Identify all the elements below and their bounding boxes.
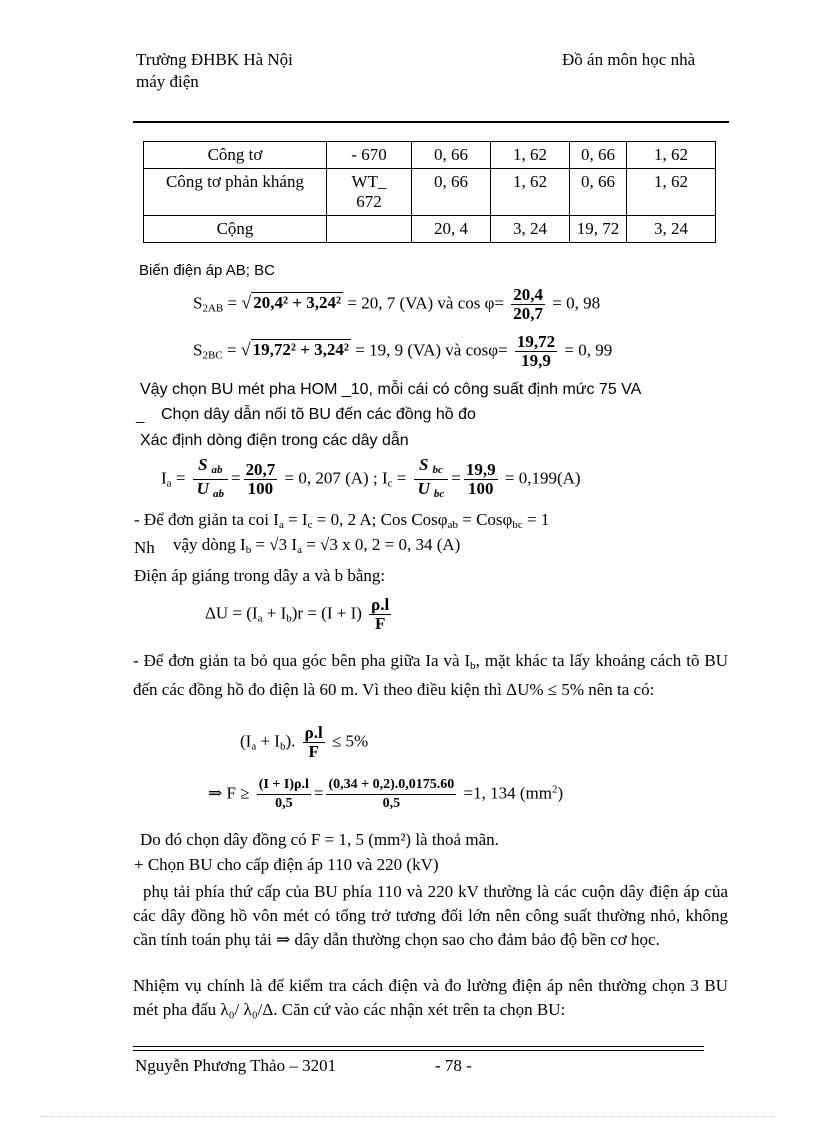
table-cell: WT_ 672: [327, 169, 412, 216]
table-cell: - 670: [327, 142, 412, 169]
fraction: $\frac{\rho.l}{F}$: [371, 595, 390, 633]
table-cell: 20, 4: [412, 216, 491, 243]
table-row: [144, 216, 716, 243]
header-left-line1: Trường ĐHBK Hà Nội: [136, 50, 293, 69]
sqrt-expr: 20,4² + 3,24²: [253, 293, 342, 313]
equation-delta-u: $\Delta U = (I_a + I_b)r = (I + I)$ $\frac{\rho.l}{F}$: [205, 595, 390, 633]
equation-s2ab: $S_{2AB}$ = √ 20,4² + 3,24² = 20, 7 (VA) và cos φ= $\frac{20,4}{20,7}$ = 0, 98: [193, 285, 601, 323]
table-cell: 1, 62: [627, 169, 716, 216]
choose-bu-line: Vậy chọn BU mét pha HOM _10, mỗi cái có công suất định mức 75 VA: [140, 381, 642, 398]
choose-wire-line: Chọn dây dẫn nối tõ BU đến các đồng hồ đo: [161, 406, 476, 423]
table-cell: 3, 24: [491, 216, 570, 243]
nh-marker: Nh: [134, 538, 155, 557]
table-cell: 1, 62: [491, 142, 570, 169]
fraction: $\frac{S _{ab}}{U _{ab}}$: [193, 456, 228, 503]
fraction: $\frac{\rho.l}{F}$: [304, 723, 323, 761]
table-cell: [327, 216, 412, 243]
equation-s2bc: $S_{2BC}$ = √ 19,72² + 3,24² = 19, 9 (VA) và cosφ= $\frac{19,72}{19,9}$ = 0, 99: [193, 332, 613, 370]
header-right: Đồ án môn học nhà: [562, 50, 696, 69]
simplify-line: - Để đơn giản ta coi $I_a = I_c = 0$, 2 A; Cos Cosφ$_{ab}$ = Cosφ$_{bc}$ = 1: [134, 510, 550, 531]
fraction: $\frac{19,9}{100}$: [465, 460, 496, 498]
fraction: $\frac{19,72}{19,9}$: [516, 332, 556, 370]
table-cell: 1, 62: [627, 142, 716, 169]
header-left-line2: máy điện: [136, 72, 199, 91]
table-row: [144, 169, 716, 216]
equation-f-min: ⇒ F ≥ $\frac{(I + I)\rho.l}{0,5}$ = $\frac{(0,34 + 0,2).0,0175.60}{0,5}$ =1, 134 $(mm^2)$: [208, 777, 564, 811]
conclusion-line: Do đó chọn dây đồng có F = 1, 5 (mm²) là thoả mãn.: [140, 830, 499, 849]
paragraph-main-task: Nhiệm vụ chính là để kiểm tra cách điện và đo lường điện áp nên thường chọn 3 BU mét pha đấu λ₀/ λ₀/Δ. Căn cứ vào các nhận xét trên ta chọn BU:: [133, 976, 728, 1019]
voltage-drop-heading: Điện áp giáng trong dây a và b bằng:: [134, 566, 386, 585]
section-bien-dien-ap: Biến điện áp AB; BC: [139, 262, 275, 279]
dash-marker: _: [136, 407, 145, 424]
fraction: $\frac{(I + I)\rho.l}{0,5}$: [258, 777, 309, 811]
table-cell: 0, 66: [570, 169, 627, 216]
table-cell: Công tơ phản kháng: [144, 169, 327, 216]
table-cell: 0, 66: [412, 169, 491, 216]
fraction: $\frac{20,7}{100}$: [245, 460, 276, 498]
footer-page-number: - 78 -: [435, 1056, 472, 1075]
paragraph-secondary-load: phụ tải phía thứ cấp của BU phía 110 và 220 kV thường là các cuộn dây điện áp của các dây đồng hồ vôn mét có tổng trở tương đối lớn nên công suất thường nhỏ, không cần tính toán phụ tải ⇒ dây dẫn thường chọn sao cho đảm bảo độ bền cơ học.: [133, 882, 728, 949]
equation-currents: $I_a$ = $\frac{S _{ab}}{U _{ab}}$ = $\frac{20,7}{100}$ = 0, 207 (A) ; $I_c$ = $\frac{S _{bc}}{U _{bc}}$ = $\frac{19,9}{100}$ = 0,199(A): [161, 456, 581, 503]
table-cell: Cộng: [144, 216, 327, 243]
table-cell: Công tơ: [144, 142, 327, 169]
table-cell: 19, 72: [570, 216, 627, 243]
table-cell: 0, 66: [412, 142, 491, 169]
fraction: $\frac{(0,34 + 0,2).0,0175.60}{0,5}$: [328, 777, 455, 811]
bu-110-220-heading: + Chọn BU cho cấp điện áp 110 và 220 (kV): [134, 855, 439, 874]
table-cell: 0, 66: [570, 142, 627, 169]
header-rule: [133, 121, 729, 123]
footer-author: Nguyễn Phương Thảo – 3201: [135, 1056, 337, 1075]
current-heading: Xác định dòng điện trong các dây dẫn: [140, 432, 409, 449]
fraction: $\frac{20,4}{20,7}$: [513, 285, 544, 323]
ib-line: vậy dòng $I_b = √3$ $I_a = √3$ x 0, 2 = 0, 34 (A): [173, 535, 461, 556]
paragraph-angle: - Để đơn giản ta bỏ qua góc bên pha giữa Ia và $I_b$, mặt khác ta lấy khoảng cách tõ BU đến các đồng hồ đo điện là 60 m. Vì theo điều kiện thì ΔU% ≤ 5% nên ta có:: [133, 651, 728, 699]
equation-inequality: $(I_a + I_b)$. $\frac{\rho.l}{F}$ ≤ 5%: [240, 723, 369, 761]
sqrt-expr: 19,72² + 3,24²: [252, 340, 350, 360]
page-edge: [40, 1116, 776, 1117]
fraction: $\frac{S _{bc}}{U _{bc}}$: [414, 456, 449, 503]
table-cell: 3, 24: [627, 216, 716, 243]
footer-rule: [133, 1050, 704, 1051]
load-table: [143, 141, 716, 243]
footer-rule: [133, 1046, 704, 1047]
table-row: [144, 142, 716, 169]
table-cell: 1, 62: [491, 169, 570, 216]
